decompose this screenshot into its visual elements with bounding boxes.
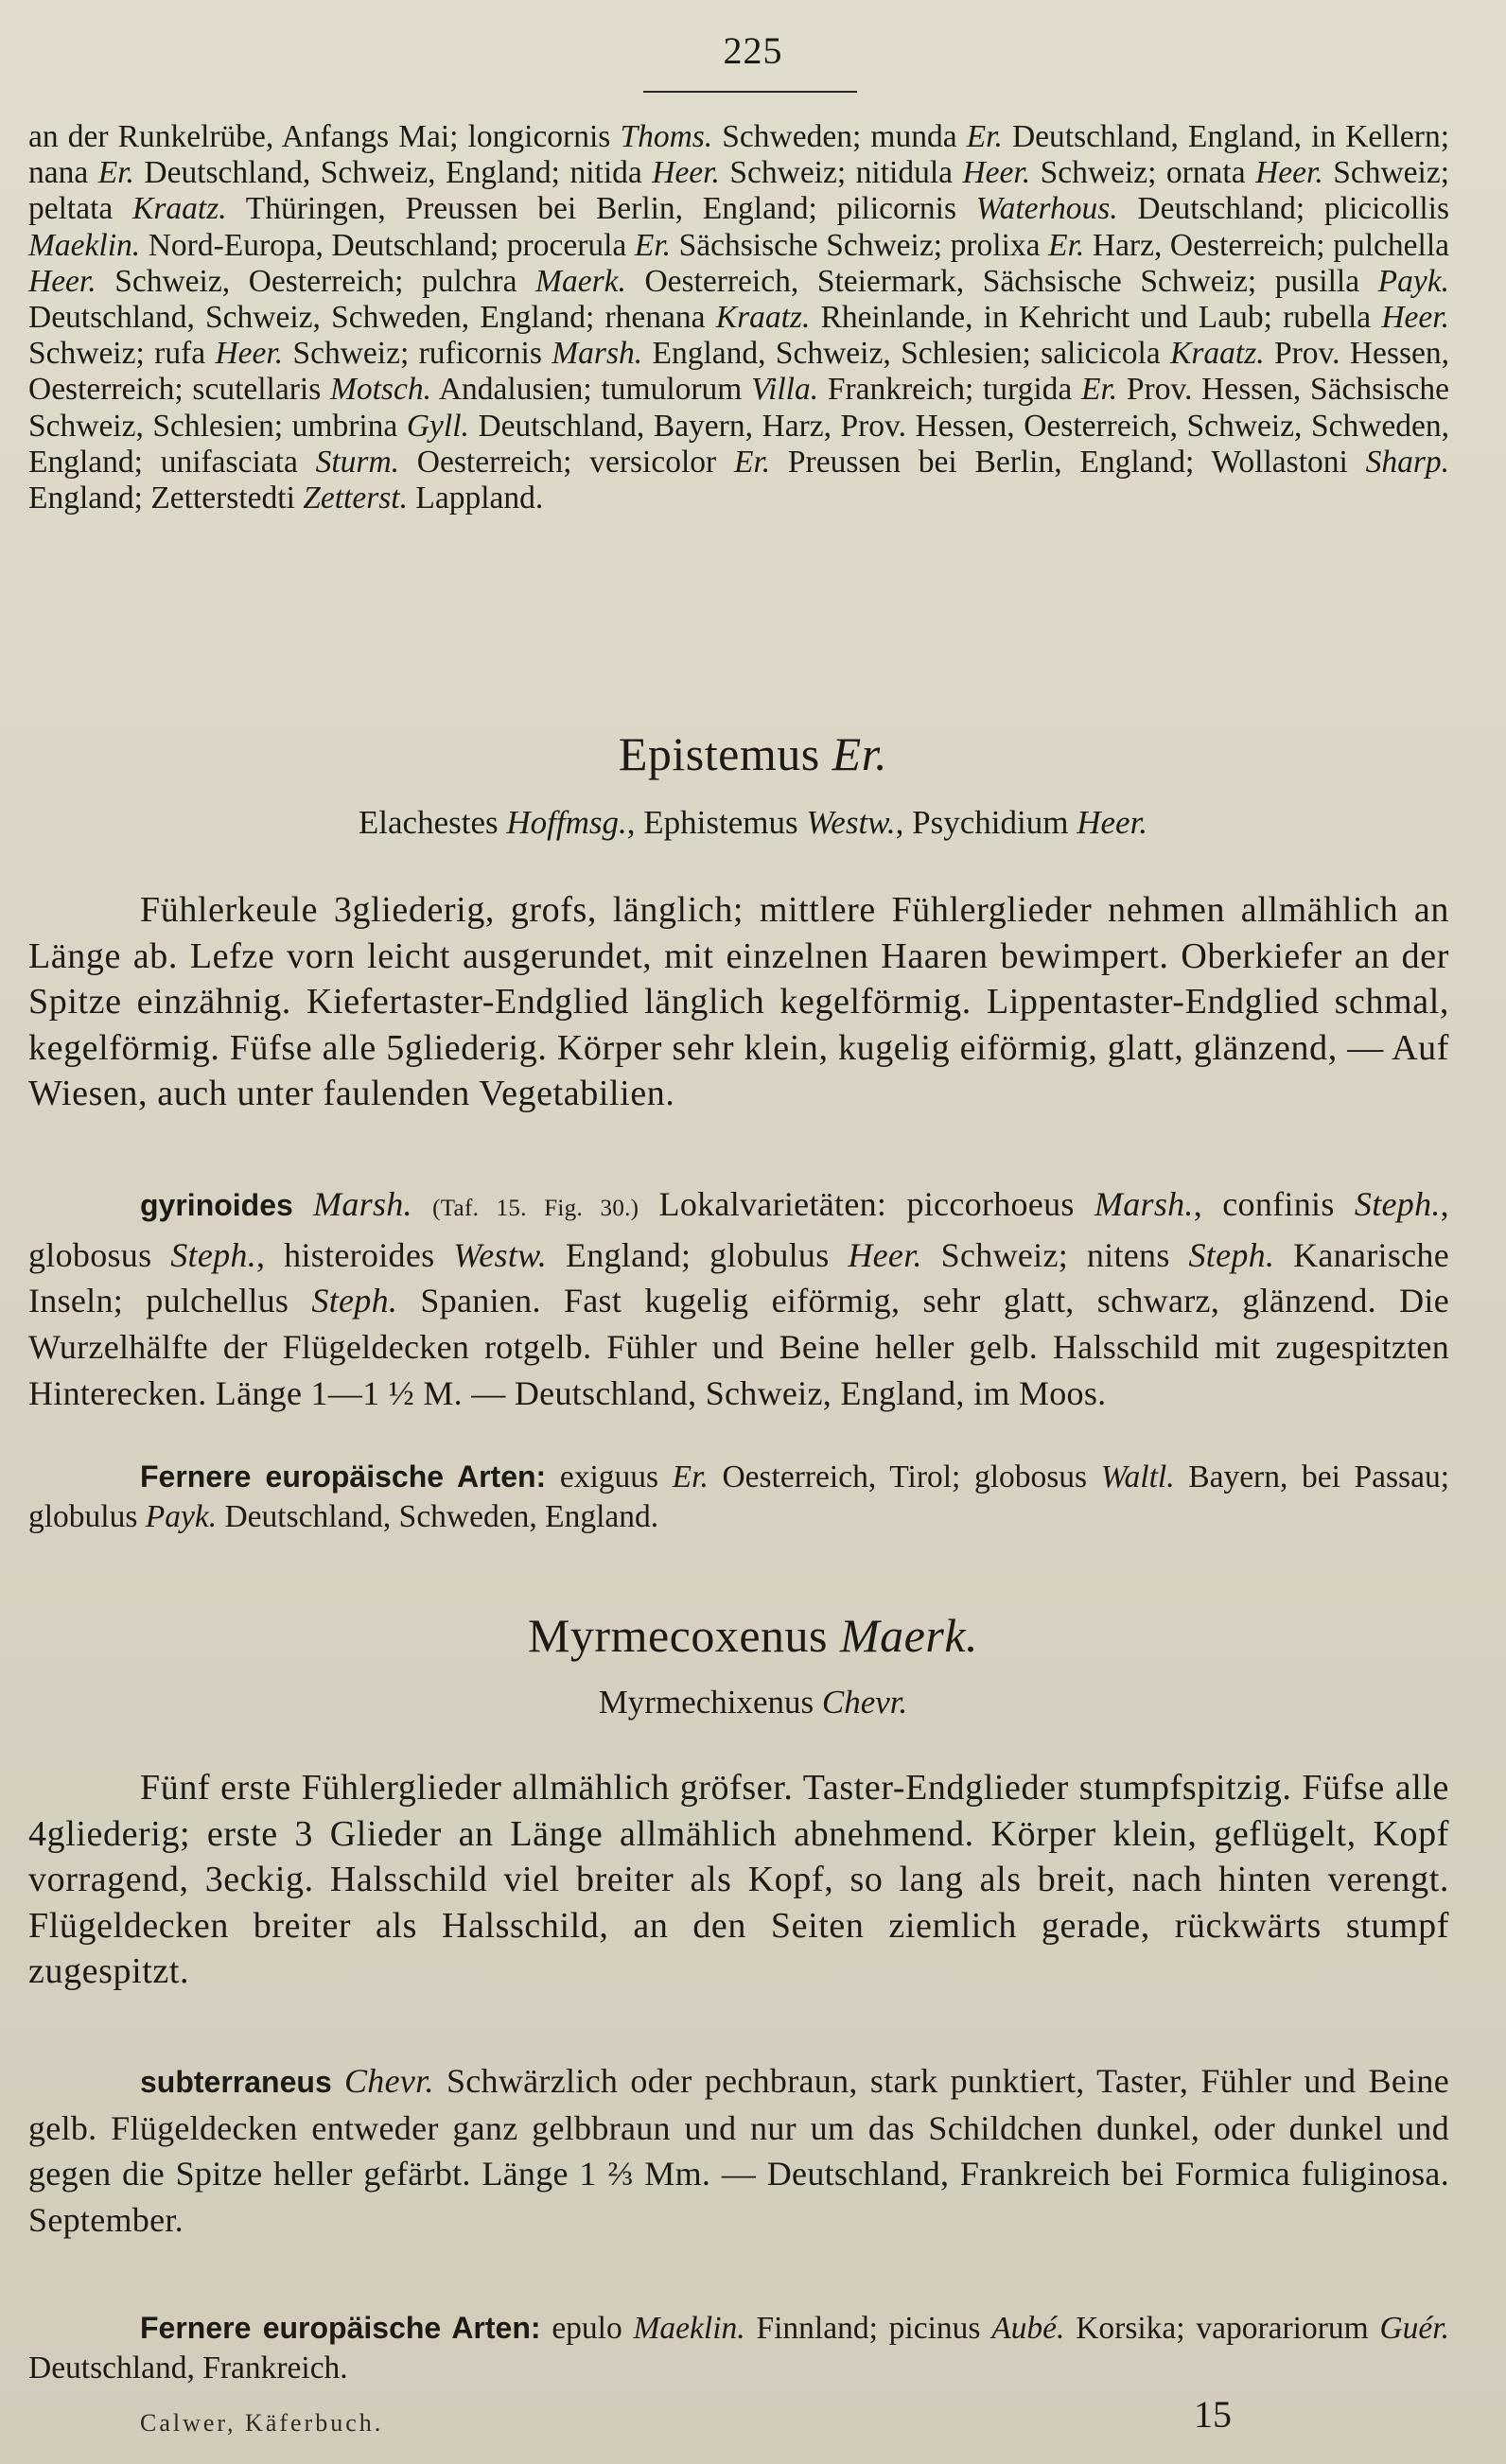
text-run: Deutschland, Bayern, Harz, Prov. Hessen, Oesterreich, Schweiz, Schweden, England; unifasciata [28, 408, 1449, 480]
author-abbrev: Guér. [1379, 2311, 1449, 2346]
text-run: , Psychidium [895, 804, 1077, 841]
text-run: Deutschland, England, in Kellern; nana [28, 119, 1449, 191]
text-run: an der Runkelrübe, Anfangs Mai; longicornis [28, 119, 621, 154]
author-abbrev: Chevr. [343, 2062, 434, 2100]
author-abbrev: Thoms. [620, 119, 713, 154]
text-run: Rheinlande, in Kehricht und Laub; rubella [810, 300, 1382, 336]
genus-description: Fünf erste Fühlerglieder allmählich gröfser. Taster-Endglieder stumpfspitzig. Füfse alle 4gliederig; erste 3 Glieder an Länge allmählich abnehmend. Körper klein, geflügelt, Kopf vorragend, 3eckig. Halsschild viel breiter als Kopf, so lang als breit, nach hinten verengt. Flügeldecken breiter als Halsschild, an den Seiten ziemlich gerade, rückwärts stumpf zugespitzt. [28, 1768, 1449, 1992]
author-abbrev: Hoffmsg. [506, 804, 627, 841]
text-run: Oesterreich; versicolor [399, 444, 734, 480]
author-abbrev: Er. [672, 1459, 709, 1494]
author-abbrev: Kraatz. [715, 300, 811, 336]
text-run: Deutschland, Schweiz, Schweden, England; rhenana [28, 300, 716, 336]
footer-book-title: Calwer, Käferbuch. [140, 2409, 384, 2437]
genus-heading-myrmecoxenus [0, 1608, 1506, 1663]
text-run: Preussen bei Berlin, England; Wollastoni [770, 444, 1366, 480]
author-abbrev: Waterhous. [975, 191, 1118, 227]
further-species [28, 2308, 1449, 2388]
text-run: Spanien. Fast kugelig eiförmig, sehr glatt, schwarz, glänzend. Die Wurzelhälfte der Flügeldecken rotgelb. Fühler und Beine heller gelb. Halsschild mit zugespitzten Hinterecken. Länge 1—1 ½ M. — Deutschland, Schweiz, England, im Moos. [28, 1282, 1449, 1412]
text-run: Schweiz; nitidula [719, 155, 963, 191]
author-abbrev: Er. [733, 444, 771, 480]
text-run: Schweden; munda [712, 119, 967, 154]
author-abbrev: Heer. [962, 155, 1031, 191]
text-run: , confinis [1193, 1185, 1355, 1223]
author-abbrev: Steph. [1188, 1235, 1275, 1274]
page-number: 225 [723, 29, 783, 72]
text-run: Oesterreich, Tirol; globosus [708, 1459, 1101, 1494]
author-abbrev: Er. [966, 119, 1003, 154]
text-run: Lappland. [408, 481, 544, 516]
author-abbrev: Aubé. [991, 2311, 1065, 2346]
text-run: England, Schweiz, Schlesien; salicicola [642, 336, 1171, 372]
text-run: Frankreich; turgida [818, 372, 1082, 408]
text-run: Korsika; vaporariorum [1064, 2311, 1380, 2346]
text-run: Lokalvarietäten: piccorhoeus [639, 1185, 1094, 1223]
text-run: , Ephistemus [626, 804, 807, 841]
text-run: Prov. Hessen, Oesterreich; scutellaris [28, 336, 1449, 408]
author-abbrev: Steph. [311, 1282, 398, 1320]
text-run: Schweiz; peltata [28, 155, 1449, 227]
author-abbrev: Er. [1081, 372, 1118, 408]
text-run: Bayern, bei Passau; globulus [28, 1459, 1450, 1534]
further-species-label: Fernere europäische Arten: [140, 2311, 541, 2345]
genus-description: Fühlerkeule 3gliederig, grofs, länglich; mittlere Fühlerglieder nehmen allmählich an Länge ab. Lefze vorn leicht ausgerundet, mit einzelnen Haaren bewimpert. Oberkiefer an der Spitze einzähnig. Kiefertaster-Endglied länglich kegelförmig. Lippentaster-Endglied schmal, kegelförmig. Füfse alle 5gliederig. Körper sehr klein, kugelig eiförmig, glatt, glänzend, — Auf Wiesen, auch unter faulenden Vegetabilien. [28, 890, 1449, 1114]
text-run: Schweiz; ornata [1030, 155, 1256, 191]
text-run: Nord-Europa, Deutschland; procerula [140, 227, 635, 263]
text-run: Schweiz, Oesterreich; pulchra [96, 263, 536, 299]
author-abbrev: Chevr. [821, 1684, 908, 1721]
genus-synonyms [0, 1684, 1506, 1721]
author-abbrev: Payk. [1377, 263, 1449, 299]
author-abbrev: Villa. [751, 372, 819, 408]
author-abbrev: Zetterst. [303, 481, 408, 516]
author-abbrev: Er. [634, 227, 672, 263]
text-run: Harz, Oesterreich; pulchella [1084, 227, 1449, 263]
text-run: Andalusien; tumulorum [430, 372, 752, 408]
author-abbrev: Maerk. [535, 263, 626, 299]
author-abbrev: Payk. [145, 1499, 218, 1534]
text-run: Kanarische Inseln; pulchellus [28, 1235, 1450, 1320]
text-run: Deutschland, Schweden, England. [217, 1499, 659, 1534]
author-abbrev: Kraatz. [1170, 336, 1265, 372]
text-run: , globosus [28, 1185, 1449, 1274]
text-run: Finnland; picinus [744, 2311, 992, 2346]
author-abbrev: Heer. [848, 1235, 922, 1274]
author-abbrev: Motsch. [329, 372, 431, 408]
page-number-rule [643, 91, 857, 93]
text-run: Sächsische Schweiz; prolixa [671, 227, 1049, 263]
author-abbrev: Heer. [652, 155, 720, 191]
species-name: subterraneus [140, 2065, 332, 2099]
text-run [332, 2062, 344, 2100]
author-abbrev: Sturm. [315, 444, 400, 480]
author-abbrev: Kraatz. [132, 191, 227, 227]
text-run: Myrmechixenus [598, 1684, 822, 1721]
further-species-label: Fernere europäische Arten: [140, 1459, 547, 1494]
genus-author: Maerk. [840, 1609, 979, 1662]
species-entry-gyrinoides [28, 1181, 1449, 1417]
text-run: epulo [540, 2311, 634, 2346]
author-abbrev: Gyll. [406, 408, 469, 444]
text-run: England; Zetterstedti [28, 481, 304, 516]
text-run: exiguus [546, 1459, 673, 1494]
text-run: Elachestes [358, 804, 507, 841]
text-run: Oesterreich, Steiermark, Sächsische Schweiz; pusilla [625, 263, 1378, 299]
text-run: Schweiz; rufa [28, 336, 216, 372]
author-abbrev: Waltl. [1100, 1459, 1175, 1494]
author-abbrev: Sharp. [1365, 444, 1450, 480]
author-abbrev: Marsh. [552, 336, 643, 372]
species-name: gyrinoides [140, 1188, 293, 1222]
text-run: Schweiz; ruficornis [283, 336, 552, 372]
genus-name: Myrmecoxenus [527, 1609, 829, 1662]
text-run: England; globulus [547, 1235, 849, 1274]
footer-signature-number: 15 [1194, 2393, 1232, 2436]
text-run [293, 1185, 313, 1223]
genus-author: Er. [832, 727, 888, 780]
text-run: Schweiz; nitens [921, 1235, 1189, 1274]
author-abbrev: Er. [1048, 227, 1085, 263]
author-abbrev: Er. [97, 155, 134, 191]
author-abbrev: Westw. [453, 1235, 548, 1274]
text-run: Prov. Hessen, Sächsische Schweiz, Schlesien; umbrina [28, 372, 1449, 444]
figure-reference: (Taf. 15. Fig. 30.) [432, 1196, 639, 1221]
text-run: Deutschland, Schweiz, England; nitida [133, 155, 653, 191]
species-list-continued [28, 119, 1449, 516]
author-abbrev: Marsh. [1094, 1185, 1194, 1223]
author-abbrev: Heer. [28, 263, 96, 299]
author-abbrev: Heer. [1381, 300, 1449, 336]
author-abbrev: Heer. [215, 336, 284, 372]
text-run: Deutschland, Frankreich. [28, 2350, 348, 2385]
genus-heading-epistemus [0, 726, 1506, 781]
author-abbrev: Steph. [1354, 1185, 1441, 1223]
further-species [28, 1457, 1449, 1537]
author-abbrev: Marsh. [313, 1185, 412, 1223]
text-run: Deutschland; plicicollis [1117, 191, 1450, 227]
author-abbrev: Heer. [1255, 155, 1323, 191]
genus-synonyms [0, 804, 1506, 842]
author-abbrev: Westw. [806, 804, 896, 841]
text-run [412, 1185, 432, 1223]
author-abbrev: Maeklin. [28, 227, 141, 263]
text-run: Thüringen, Preussen bei Berlin, England; pilicornis [226, 191, 976, 227]
author-abbrev: Heer. [1077, 804, 1148, 841]
text-run: Schwärzlich oder pechbraun, stark punktiert, Taster, Fühler und Beine gelb. Flügeldecken entweder ganz gelbbraun und nur um das Schildchen dunkel, oder dunkel und gegen die Spitze heller gefärbt. Länge 1 ⅔ Mm. — Deutschland, Frankreich bei Formica fuliginosa. September. [28, 2062, 1449, 2240]
genus-name: Epistemus [618, 727, 820, 780]
text-run: , histeroides [256, 1235, 454, 1274]
author-abbrev: Steph. [170, 1235, 257, 1274]
species-entry-subterraneus [28, 2058, 1449, 2244]
author-abbrev: Maeklin. [633, 2311, 745, 2346]
